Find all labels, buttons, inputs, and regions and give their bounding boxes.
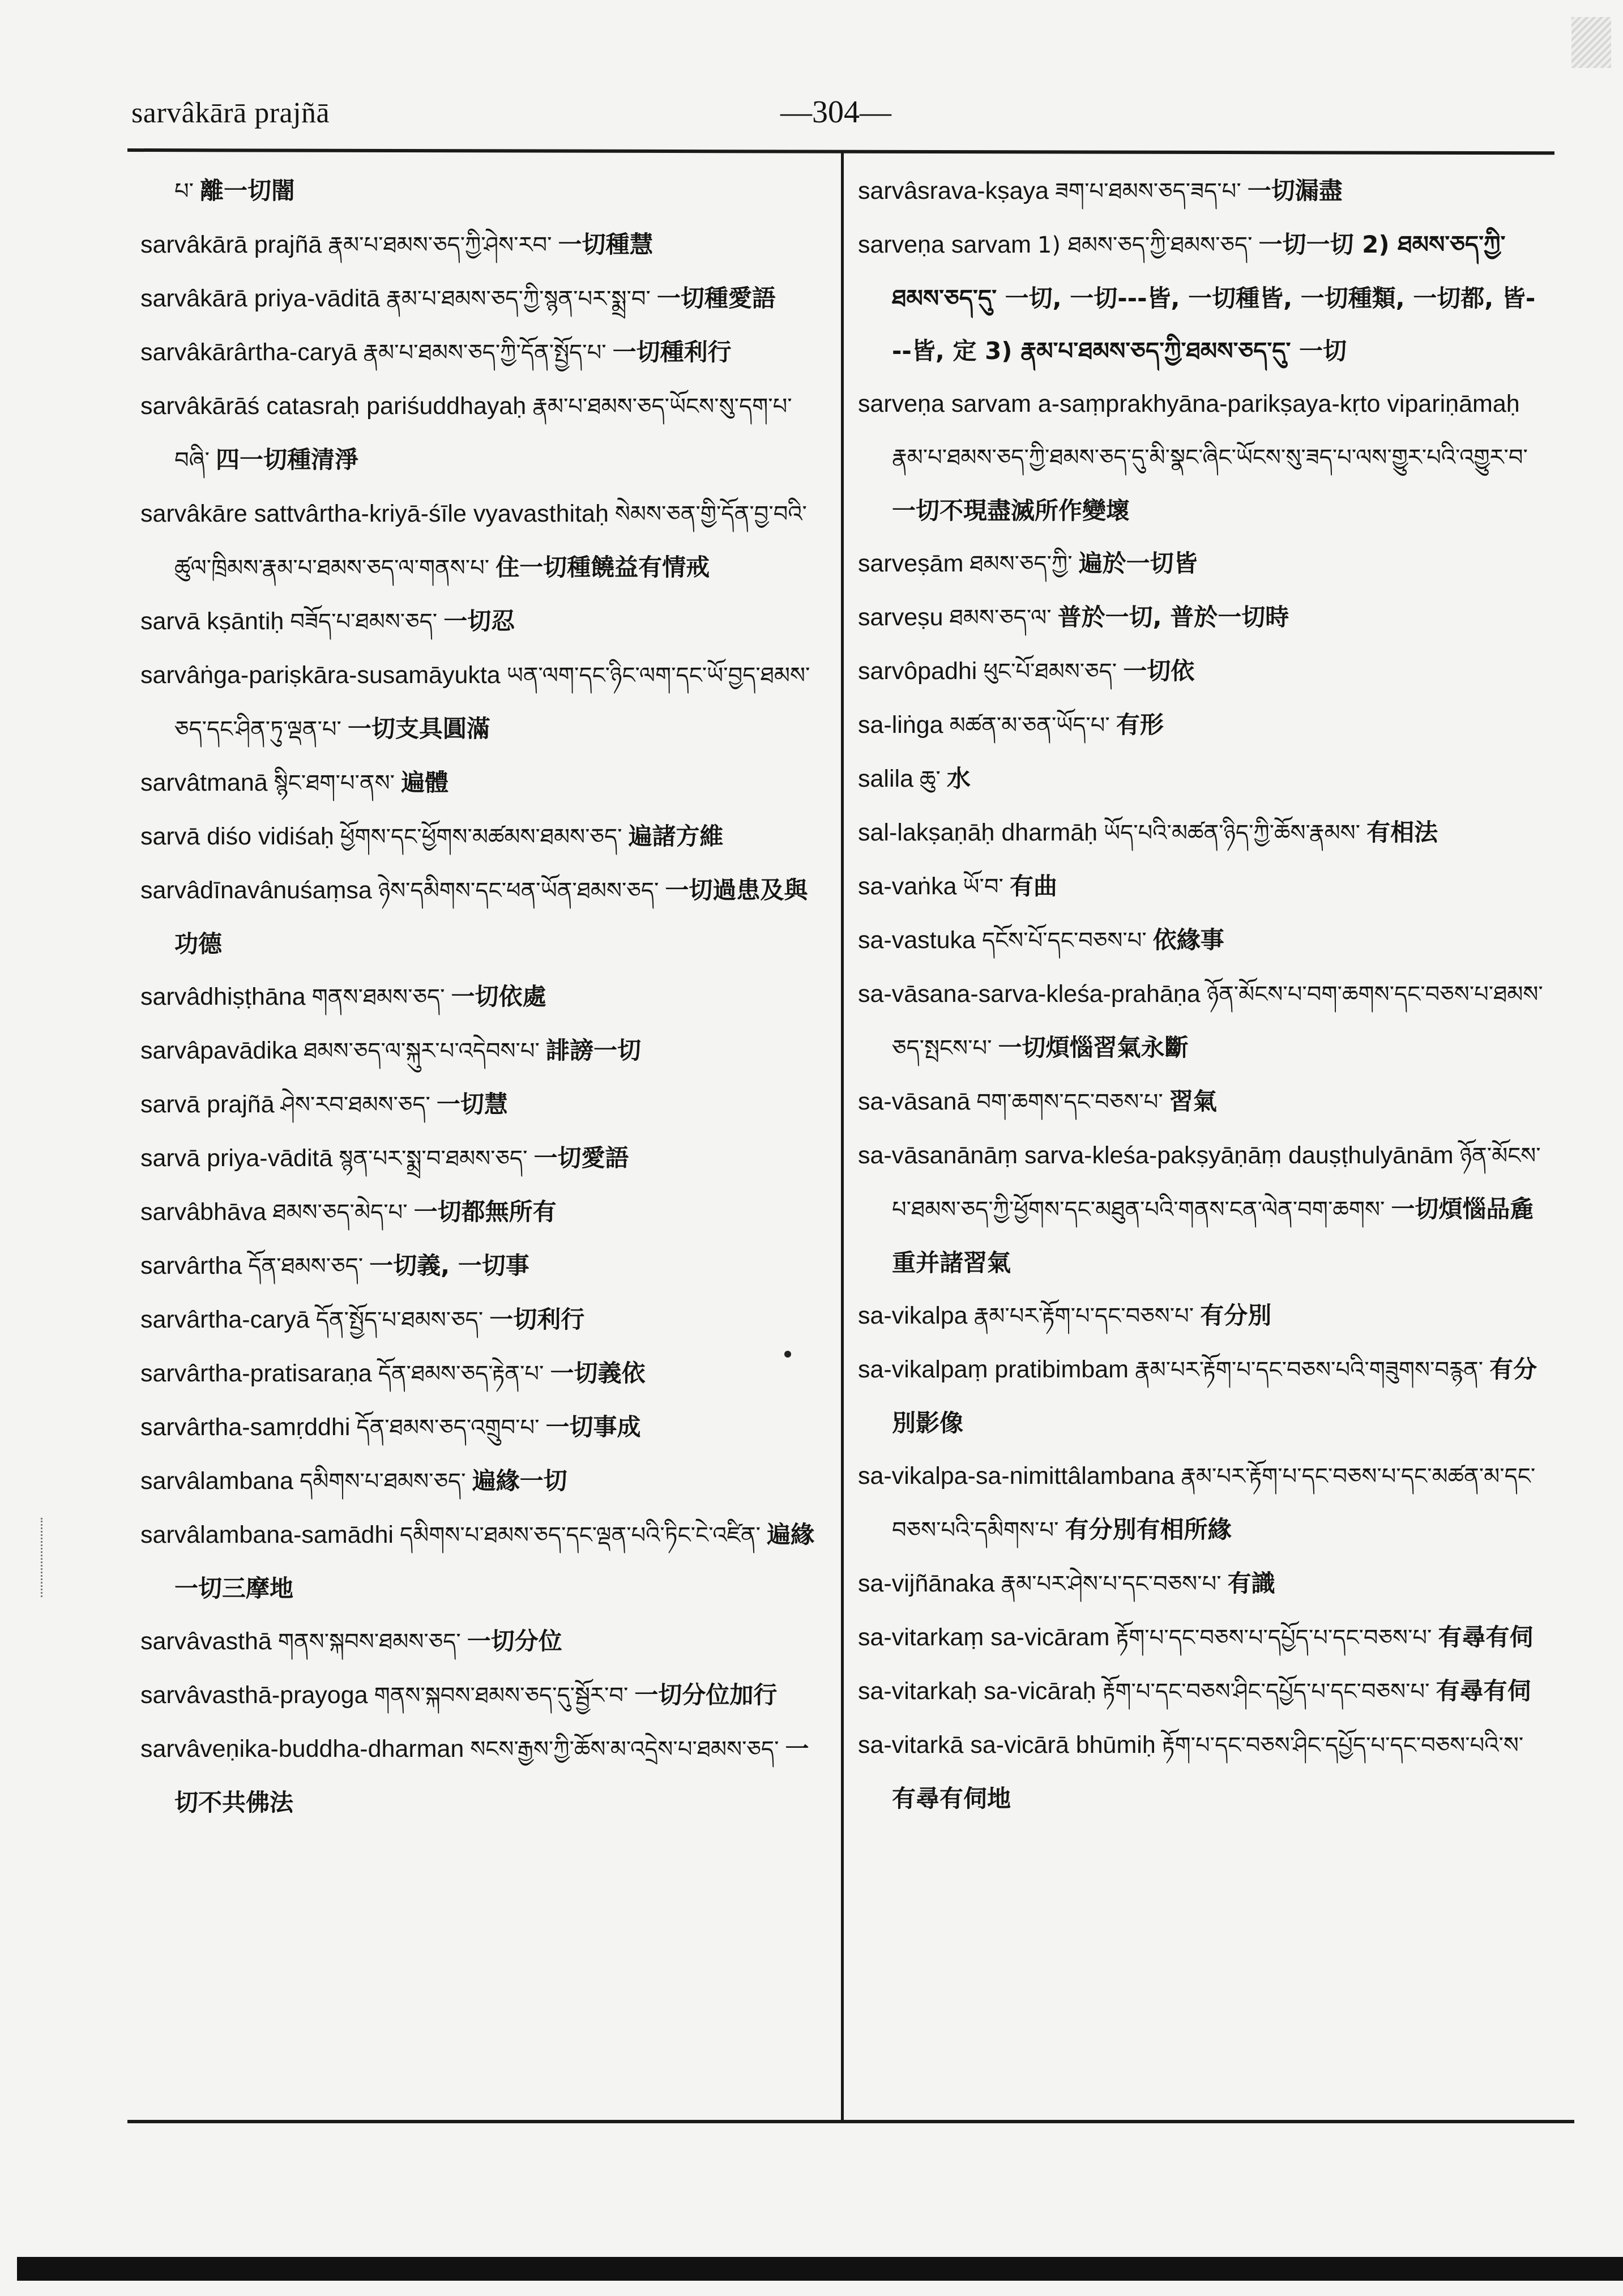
- entry-tibetan: དོན་ཐམས་ཅད་རྟེན་པ་: [378, 1361, 544, 1387]
- entry-term: sarvâkāre sattvârtha-kriyā-śīle vyavasthitaḥ: [140, 500, 609, 527]
- entry-chinese: 一切依處: [451, 983, 546, 1010]
- dictionary-entry: [140, 1722, 820, 1829]
- dictionary-entry: [858, 537, 1543, 591]
- dictionary-entry: [140, 379, 820, 487]
- entry-chinese: 遍於一切皆: [1078, 549, 1198, 577]
- column-divider: [841, 151, 844, 2122]
- dictionary-entry: [858, 806, 1543, 860]
- entry-chinese: 一切煩惱品麁重并諸習氣: [892, 1195, 1534, 1277]
- entry-chinese: 一切都無所有: [413, 1198, 557, 1226]
- dictionary-entry: [140, 756, 820, 810]
- dictionary-entry: [140, 864, 820, 970]
- entry-tibetan: སྙན་པར་སྨྲ་བ་ཐམས་ཅད་: [339, 1146, 528, 1172]
- entry-chinese: 離一切闇: [200, 177, 296, 204]
- entry-tibetan: རྣམ་པ་ཐམས་ཅད་ཀྱི་སྙན་པར་སྨྲ་བ་: [386, 286, 651, 312]
- entry-term: sarvâpavādika: [140, 1037, 298, 1064]
- entry-term: sa-vikalpa-sa-nimittâlambana: [858, 1462, 1175, 1490]
- entry-chinese: 一切煩惱習氣永斷: [998, 1034, 1189, 1061]
- entry-term: sarvâveṇika-buddha-dharman: [140, 1735, 464, 1762]
- dictionary-entry: [140, 1454, 820, 1508]
- entry-tibetan: ཐམས་ཅད་ལ་སྐུར་པ་འདེབས་པ་: [304, 1038, 540, 1064]
- scan-corner-mark: [1571, 17, 1611, 68]
- dictionary-entry: [858, 218, 1543, 377]
- entry-chinese: 遍緣一切三摩地: [174, 1521, 815, 1602]
- dictionary-entry: [858, 377, 1543, 537]
- entry-term: sarveṇa sarvam: [858, 231, 1031, 258]
- entry-term: sa-vikalpa: [858, 1302, 968, 1329]
- entry-tibetan: ཐམས་ཅད་ཀྱི་: [969, 551, 1073, 577]
- entry-term: sarvâlambana-samādhi: [140, 1521, 394, 1548]
- entry-chinese: 一切依: [1123, 657, 1195, 685]
- entry-chinese: 一切分位加行: [634, 1681, 778, 1709]
- left-column: [140, 164, 820, 1829]
- entry-tibetan: རྟོག་པ་དང་བཅས་པ་དཔྱོད་པ་དང་བཅས་པ་: [1116, 1625, 1432, 1651]
- entry-term: sa-vastuka: [858, 927, 976, 954]
- entry-tibetan: རྣམ་པ་ཐམས་ཅད་ཀྱི་ཤེས་རབ་: [328, 232, 552, 258]
- entry-tibetan: ཤེས་རབ་ཐམས་ཅད་: [280, 1092, 430, 1118]
- page-number: —304—: [780, 95, 891, 130]
- dictionary-entry: [858, 860, 1543, 914]
- dictionary-entry: [140, 326, 820, 379]
- dictionary-entry: [858, 1665, 1543, 1718]
- scan-edge-mark: [41, 1518, 47, 1597]
- entry-tibetan: རྣམ་པ་ཐམས་ཅད་ཡོངས་སུ་དག་པ་བཞི་: [174, 394, 792, 473]
- entry-tibetan: ཆུ་: [920, 766, 941, 792]
- dictionary-entry: [140, 1615, 820, 1668]
- entry-term: sa-vaṅka: [858, 873, 957, 900]
- entry-tibetan: རྣམ་པ་ཐམས་ཅད་ཀྱི་ཐམས་ཅད་དུ་མི་སྣང་ཞིང་ཡོངས་སུ་ཟད་པ་ལས་གྱུར་པའི་འགྱུར་བ་: [892, 445, 1528, 471]
- dictionary-entry: [140, 1347, 820, 1401]
- entry-term: sarvâkārā prajñā: [140, 231, 322, 258]
- entry-tibetan: དངོས་པོ་དང་བཅས་པ་: [981, 928, 1147, 954]
- entry-tibetan: དོན་ཐམས་ཅད་: [248, 1253, 364, 1279]
- dictionary-entry: [140, 1508, 820, 1615]
- entry-chinese: 有曲: [1009, 872, 1057, 900]
- entry-term: sarvâṅga-pariṣkāra-susamāyukta: [140, 662, 501, 689]
- entry-term: sarvā diśo vidiśaḥ: [140, 823, 334, 850]
- entry-tibetan: བག་ཆགས་དང་བཅས་པ་: [976, 1089, 1163, 1115]
- entry-tibetan: གནས་སྐབས་ཐམས་ཅད་: [277, 1629, 461, 1655]
- entry-tibetan: ཉོན་མོངས་པ་བག་ཆགས་དང་བཅས་པ་ཐམས་ཅད་སྤངས་པ་: [892, 981, 1543, 1061]
- entry-chinese: 一切種利行: [612, 338, 732, 366]
- entry-chinese: 習氣: [1169, 1087, 1217, 1115]
- entry-chinese: 普於一切, 普於一切時: [1057, 603, 1289, 631]
- entry-chinese: 一切忍: [443, 607, 515, 635]
- entry-chinese: 一切事成: [545, 1413, 641, 1441]
- entry-term: sarvā kṣāntiḥ: [140, 608, 284, 635]
- dictionary-entry: [858, 1611, 1543, 1665]
- entry-term: sarvâvasthā: [140, 1628, 272, 1655]
- entry-tibetan: ཡོད་པའི་མཚན་ཉིད་ཀྱི་ཆོས་རྣམས་: [1104, 820, 1361, 846]
- dictionary-entry: [140, 272, 820, 326]
- scan-bottom-bar: [17, 2257, 1623, 2281]
- dictionary-entry: [858, 1129, 1543, 1289]
- entry-tibetan: མཚན་མ་ཅན་ཡོད་པ་: [949, 712, 1110, 739]
- entry-tibetan: ཕུང་པོ་ཐམས་ཅད་: [983, 659, 1117, 685]
- entry-tibetan: པ་: [174, 178, 194, 204]
- dictionary-entry: [140, 1401, 820, 1454]
- dictionary-entry: [858, 698, 1543, 752]
- entry-term: sa-vitarkaṃ sa-vicāram: [858, 1624, 1110, 1651]
- entry-tibetan: རྣམ་པ་ཐམས་ཅད་ཀྱི་དོན་སྤྱོད་པ་: [363, 340, 607, 366]
- entry-chinese: 遍體: [401, 769, 449, 796]
- entry-term: sarvârtha-caryā: [140, 1306, 310, 1333]
- entry-chinese: 一切不現盡滅所作變壞: [892, 497, 1130, 524]
- entry-chinese: 有尋有伺地: [892, 1785, 1011, 1812]
- entry-tibetan: རྣམ་པར་རྟོག་པ་དང་བཅས་པ་དང་མཚན་མ་དང་བཅས་པའི་དམིགས་པ་: [892, 1463, 1536, 1543]
- entry-term: sarveṇa sarvam a-saṃprakhyāna-parikṣaya-kṛto vipariṇāmaḥ: [858, 390, 1520, 417]
- entry-term: sa-vāsanā: [858, 1088, 971, 1115]
- entry-chinese: 一切義, 一切事: [369, 1252, 529, 1279]
- entry-term: sarvâbhāva: [140, 1198, 267, 1226]
- entry-chinese: 一切愛語: [533, 1144, 629, 1172]
- dictionary-entry: [858, 164, 1543, 218]
- dictionary-entry: [140, 218, 820, 272]
- entry-chinese: 一切不共佛法: [174, 1735, 809, 1816]
- entry-chinese: 有尋有伺: [1438, 1623, 1534, 1651]
- dictionary-entry: [858, 591, 1543, 645]
- entry-chinese: 一切種愛語: [656, 284, 776, 312]
- entry-term: sarvâkārârtha-caryā: [140, 339, 357, 366]
- entry-tibetan: དམིགས་པ་ཐམས་ཅད་དང་ལྡན་པའི་ཏིང་ངེ་འཛིན་: [399, 1522, 761, 1548]
- entry-chinese: 一切利行: [489, 1305, 585, 1333]
- entry-chinese: 一切過患及與功德: [174, 876, 808, 958]
- entry-term: sa-vāsana-sarva-kleśa-prahāṇa: [858, 980, 1201, 1008]
- entry-term: sa-vāsanānāṃ sarva-kleśa-pakṣyāṇāṃ dauṣṭhulyānām: [858, 1142, 1454, 1169]
- dictionary-entry: [140, 595, 820, 648]
- entry-term: sarvâlambana: [140, 1467, 294, 1495]
- entry-term: sarvâdhiṣṭhāna: [140, 983, 306, 1010]
- entry-tibetan: རྟོག་པ་དང་བཅས་ཤིང་དཔྱོད་པ་དང་བཅས་པ་: [1102, 1679, 1430, 1705]
- entry-chinese: 有相法: [1366, 818, 1438, 846]
- entry-tibetan: རྟོག་པ་དང་བཅས་ཤིང་དཔྱོད་པ་དང་བཅས་པའི་ས་: [1161, 1732, 1524, 1759]
- entry-chinese: 一切分位: [467, 1627, 562, 1655]
- entry-chinese: 水: [946, 765, 971, 792]
- entry-term: sarvâkārā priya-vāditā: [140, 285, 381, 312]
- dictionary-entry: [140, 1132, 820, 1185]
- dictionary-entry: [140, 648, 820, 756]
- entry-chinese: 遍諸方維: [628, 822, 724, 850]
- entry-term: sarveṣu: [858, 604, 943, 631]
- entry-term: sarvā priya-vāditā: [140, 1145, 333, 1172]
- entry-tibetan: རྣམ་པར་ཤེས་པ་དང་བཅས་པ་: [1001, 1571, 1221, 1597]
- running-head: sarvâkārā prajñā: [131, 97, 330, 129]
- dictionary-entry: [858, 914, 1543, 967]
- entry-tibetan: སེམས་ཅན་གྱི་དོན་བྱ་བའི་ཚུལ་ཁྲིམས་རྣམ་པ་ཐམས་ཅད་ལ་གནས་པ་: [174, 501, 807, 581]
- dictionary-entry: [858, 1289, 1543, 1343]
- dictionary-entry: [140, 1185, 820, 1239]
- entry-chinese: 有形: [1116, 711, 1164, 739]
- dictionary-entry: [140, 164, 820, 218]
- entry-tibetan: ཉོན་མོངས་པ་ཐམས་ཅད་ཀྱི་ཕྱོགས་དང་མཐུན་པའི་གནས་ངན་ལེན་བག་ཆགས་: [892, 1143, 1541, 1223]
- dictionary-entry: [140, 1293, 820, 1347]
- entry-tibetan: བཟོད་པ་ཐམས་ཅད་: [290, 609, 438, 635]
- entry-term: sarvâdīnavânuśaṃsa: [140, 877, 372, 904]
- entry-tibetan: 1) ཐམས་ཅད་ཀྱི་ཐམས་ཅད་: [1037, 232, 1253, 258]
- entry-chinese: 有分別影像: [892, 1355, 1537, 1437]
- entry-term: sa-liṅga: [858, 711, 943, 739]
- dictionary-entry: [858, 967, 1543, 1075]
- dictionary-entry: [140, 1668, 820, 1722]
- dictionary-entry: [858, 1075, 1543, 1129]
- entry-tibetan: རྣམ་པར་རྟོག་པ་དང་བཅས་པའི་གཟུགས་བརྙན་: [1134, 1357, 1484, 1383]
- entry-chinese: 一切漏盡: [1247, 177, 1343, 204]
- entry-chinese: 一切慧: [436, 1090, 508, 1118]
- entry-chinese: 一切義依: [550, 1359, 646, 1387]
- entry-chinese: 遍緣一切: [472, 1467, 567, 1495]
- dictionary-entry: [140, 970, 820, 1024]
- dictionary-entry: [140, 1024, 820, 1078]
- entry-chinese: 依緣事: [1152, 926, 1224, 954]
- entry-term: salila: [858, 765, 913, 792]
- dictionary-entry: [858, 1449, 1543, 1557]
- dictionary-entry: [858, 1718, 1543, 1825]
- entry-tibetan: ཐམས་ཅད་མེད་པ་: [272, 1200, 408, 1226]
- entry-term: sarveṣām: [858, 550, 964, 577]
- footer-rule: [127, 2120, 1574, 2123]
- dictionary-entry: [858, 1343, 1543, 1449]
- entry-tibetan: ཡོ་བ་: [963, 874, 1003, 900]
- entry-term: sa-vijñānaka: [858, 1570, 995, 1597]
- entry-tibetan: ཉེས་དམིགས་དང་ཕན་ཡོན་ཐམས་ཅད་: [378, 878, 659, 904]
- dictionary-entry: [858, 1557, 1543, 1611]
- entry-tibetan: ཟག་པ་ཐམས་ཅད་ཟད་པ་: [1054, 178, 1241, 204]
- entry-tibetan: གནས་ཐམས་ཅད་: [311, 984, 445, 1010]
- entry-term: sarvôpadhi: [858, 658, 977, 685]
- entry-tibetan: རྣམ་པར་རྟོག་པ་དང་བཅས་པ་: [973, 1303, 1194, 1329]
- entry-term: sarvârtha: [140, 1252, 242, 1279]
- entry-tibetan: ཕྱོགས་དང་ཕྱོགས་མཚམས་ཐམས་ཅད་: [340, 824, 622, 850]
- entry-term: sarvârtha-samṛddhi: [140, 1414, 351, 1441]
- dictionary-entry: [140, 1078, 820, 1132]
- dictionary-entry: [858, 645, 1543, 698]
- entry-chinese: 有識: [1227, 1569, 1275, 1597]
- entry-term: sarvâsrava-kṣaya: [858, 177, 1049, 204]
- entry-chinese: 有分別: [1200, 1301, 1272, 1329]
- dictionary-entry: [140, 1239, 820, 1293]
- entry-tibetan: སངས་རྒྱས་ཀྱི་ཆོས་མ་འདྲེས་པ་ཐམས་ཅད་: [470, 1736, 779, 1762]
- entry-chinese: 四一切種清淨: [216, 446, 359, 473]
- entry-chinese: 有分別有相所緣: [1065, 1516, 1232, 1543]
- entry-tibetan: ཐམས་ཅད་ལ་: [949, 605, 1052, 631]
- entry-chinese: 住一切種饒益有情戒: [496, 553, 710, 581]
- entry-term: sa-vitarkā sa-vicārā bhūmiḥ: [858, 1731, 1156, 1759]
- entry-chinese: 有尋有伺: [1436, 1677, 1531, 1705]
- right-column: [858, 164, 1543, 1825]
- entry-chinese: 一切一切 2) ཐམས་ཅད་ཀྱི་ཐམས་ཅད་དུ་ 一切, 一切---皆, 一切種皆, 一切種類, 一切都, 皆---皆, 定 3) རྣམ་པ་ཐམས་ཅད་ཀྱི་ཐམས་ཅད་དུ་ 一切: [892, 231, 1536, 365]
- entry-tibetan: སྙིང་ཐག་པ་ནས་: [274, 770, 395, 796]
- entry-term: sarvâvasthā-prayoga: [140, 1682, 368, 1709]
- entry-term: sa-vikalpaṃ pratibimbam: [858, 1356, 1129, 1383]
- dictionary-entry: [858, 752, 1543, 806]
- entry-chinese: 誹謗一切: [545, 1036, 641, 1064]
- entry-tibetan: གནས་སྐབས་ཐམས་ཅད་དུ་སྦྱོར་བ་: [374, 1683, 629, 1709]
- dictionary-entry: [140, 487, 820, 595]
- entry-term: sarvâkārāś catasraḥ pariśuddhayaḥ: [140, 392, 527, 420]
- entry-tibetan: དོན་སྤྱོད་པ་ཐམས་ཅད་: [315, 1307, 484, 1333]
- entry-term: sarvârtha-pratisaraṇa: [140, 1360, 372, 1387]
- entry-chinese: 一切支具圓滿: [347, 715, 490, 742]
- entry-chinese: 一切種慧: [558, 231, 654, 258]
- entry-term: sarvā prajñā: [140, 1091, 275, 1118]
- dictionary-entry: [140, 810, 820, 864]
- entry-tibetan: ཡན་ལག་དང་ཉིང་ལག་དང་ཡོ་བྱད་ཐམས་ཅད་དང་ཤིན་ཏུ་ལྡན་པ་: [174, 663, 810, 742]
- entry-tibetan: དམིགས་པ་ཐམས་ཅད་: [300, 1469, 466, 1495]
- entry-tibetan: དོན་ཐམས་ཅད་འགྲུབ་པ་: [356, 1415, 540, 1441]
- entry-term: sal-lakṣaṇāḥ dharmāḥ: [858, 819, 1098, 846]
- entry-term: sa-vitarkaḥ sa-vicāraḥ: [858, 1678, 1096, 1705]
- entry-term: sarvâtmanā: [140, 769, 268, 796]
